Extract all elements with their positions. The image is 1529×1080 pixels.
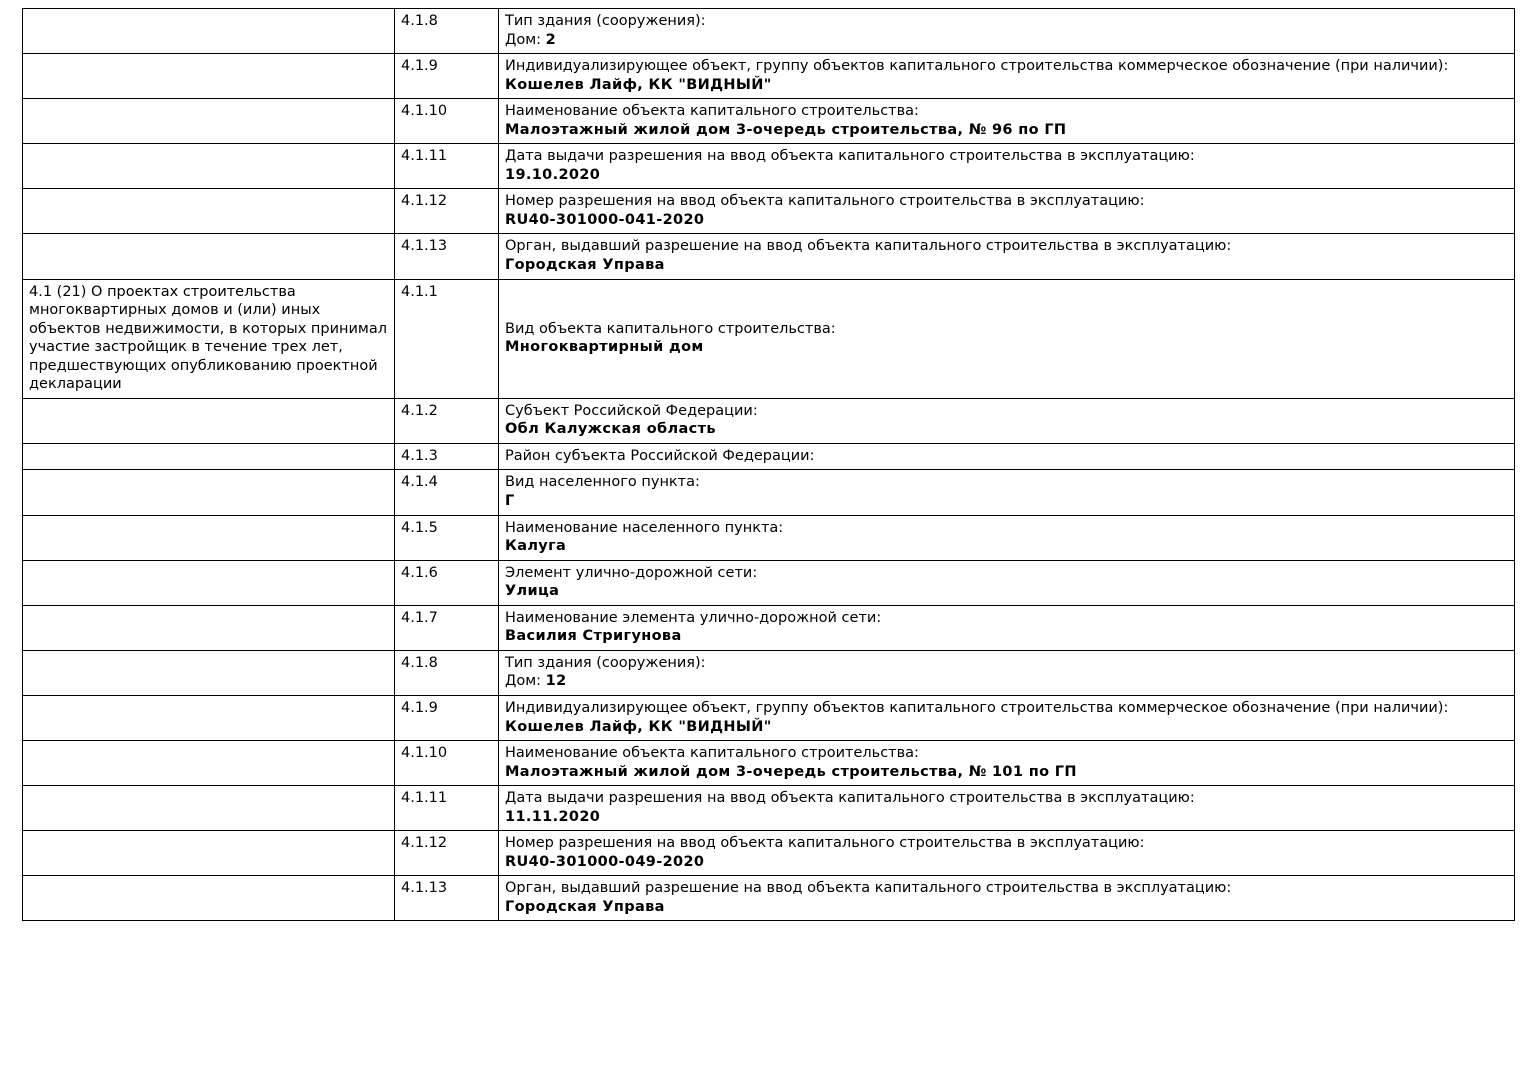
row-value: 2 <box>545 31 557 48</box>
row-code: 4.1.12 <box>395 189 499 234</box>
section-title-cell <box>23 786 395 831</box>
table-row <box>23 443 1515 470</box>
row-label: Номер разрешения на ввод объекта капитального строительства в эксплуатацию: <box>505 193 1145 210</box>
row-value: Малоэтажный жилой дом 3-очередь строительства, № 96 по ГП <box>505 121 1067 138</box>
table-row <box>23 515 1515 560</box>
row-code: 4.1.11 <box>395 786 499 831</box>
table-row <box>23 650 1515 695</box>
row-content <box>499 144 1515 189</box>
row-value: Кошелев Лайф, КК "ВИДНЫЙ" <box>505 718 772 735</box>
row-content <box>499 831 1515 876</box>
row-value: 11.11.2020 <box>505 808 601 825</box>
row-label: Субъект Российской Федерации: <box>505 402 758 419</box>
table-row <box>23 398 1515 443</box>
table-row <box>23 234 1515 279</box>
row-value: Многоквартирный дом <box>505 339 704 356</box>
table-row <box>23 786 1515 831</box>
row-content <box>499 9 1515 54</box>
row-code: 4.1.10 <box>395 99 499 144</box>
section-title-cell <box>23 443 395 470</box>
row-code: 4.1.12 <box>395 831 499 876</box>
section-title-cell <box>23 741 395 786</box>
table-row <box>23 695 1515 740</box>
section-title-cell <box>23 560 395 605</box>
table-row <box>23 876 1515 921</box>
row-label: Дата выдачи разрешения на ввод объекта капитального строительства в эксплуатацию: <box>505 148 1195 165</box>
row-content <box>499 515 1515 560</box>
row-label: Орган, выдавший разрешение на ввод объекта капитального строительства в эксплуатацию: <box>505 880 1232 897</box>
row-content <box>499 741 1515 786</box>
table-row <box>23 54 1515 99</box>
row-label: Наименование населенного пункта: <box>505 519 784 536</box>
row-content <box>499 99 1515 144</box>
house-prefix: Дом: <box>505 31 542 48</box>
row-label: Орган, выдавший разрешение на ввод объекта капитального строительства в эксплуатацию: <box>505 238 1232 255</box>
section-title-cell <box>23 470 395 515</box>
row-value: Улица <box>505 583 560 600</box>
section-title-cell <box>23 99 395 144</box>
section-title-cell <box>23 9 395 54</box>
row-code: 4.1.8 <box>395 9 499 54</box>
row-content <box>499 54 1515 99</box>
row-label: Тип здания (сооружения): <box>505 13 706 29</box>
section-title-cell <box>23 650 395 695</box>
house-line <box>505 31 1509 50</box>
table-row <box>23 279 1515 398</box>
table-row <box>23 144 1515 189</box>
section-title-cell <box>23 54 395 99</box>
row-code: 4.1.13 <box>395 876 499 921</box>
row-value: Городская Управа <box>505 898 665 915</box>
row-content <box>499 443 1515 470</box>
row-code: 4.1.7 <box>395 605 499 650</box>
section-title-cell <box>23 695 395 740</box>
section-title-cell <box>23 605 395 650</box>
table-row <box>23 189 1515 234</box>
table-row <box>23 99 1515 144</box>
row-content <box>499 398 1515 443</box>
row-content <box>499 695 1515 740</box>
row-value: RU40-301000-041-2020 <box>505 211 705 228</box>
table-body <box>23 9 1515 921</box>
house-prefix: Дом: <box>505 673 542 690</box>
row-content <box>499 786 1515 831</box>
row-value: Обл Калужская область <box>505 421 716 438</box>
table-row <box>23 741 1515 786</box>
row-label: Наименование объекта капитального строительства: <box>505 103 919 120</box>
row-content <box>499 279 1515 398</box>
row-content <box>499 189 1515 234</box>
row-label: Дата выдачи разрешения на ввод объекта капитального строительства в эксплуатацию: <box>505 790 1195 807</box>
row-code: 4.1.2 <box>395 398 499 443</box>
row-content <box>499 234 1515 279</box>
row-code: 4.1.11 <box>395 144 499 189</box>
row-code: 4.1.6 <box>395 560 499 605</box>
section-title-cell <box>23 515 395 560</box>
row-code: 4.1.13 <box>395 234 499 279</box>
row-value: 19.10.2020 <box>505 166 601 183</box>
row-value: Г <box>505 493 515 510</box>
table-row <box>23 470 1515 515</box>
row-code: 4.1.5 <box>395 515 499 560</box>
section-title-cell <box>23 234 395 279</box>
section-title-cell <box>23 144 395 189</box>
row-content <box>499 560 1515 605</box>
house-line <box>505 672 1509 691</box>
row-code: 4.1.1 <box>395 279 499 398</box>
row-label: Вид населенного пункта: <box>505 474 700 491</box>
row-value: Калуга <box>505 538 567 555</box>
row-code: 4.1.8 <box>395 650 499 695</box>
row-label: Наименование элемента улично-дорожной сети: <box>505 609 882 626</box>
table-row <box>23 605 1515 650</box>
section-title-cell <box>23 189 395 234</box>
row-value: RU40-301000-049-2020 <box>505 853 705 870</box>
row-content <box>499 650 1515 695</box>
row-value: Василия Стригунова <box>505 628 682 645</box>
row-value: Малоэтажный жилой дом 3-очередь строительства, № 101 по ГП <box>505 763 1077 780</box>
section-title-cell: 4.1 (21) О проектах строительства многоквартирных домов и (или) иных объектов недвижимости, в которых принимал участие застройщик в течение трех лет, предшествующих опубликованию проектной декларации <box>23 279 395 398</box>
row-label: Наименование объекта капитального строительства: <box>505 745 919 762</box>
row-content <box>499 470 1515 515</box>
table-row <box>23 9 1515 54</box>
row-code: 4.1.3 <box>395 443 499 470</box>
row-value: Городская Управа <box>505 257 665 274</box>
row-code: 4.1.9 <box>395 695 499 740</box>
row-value: 12 <box>545 673 567 690</box>
row-label: Индивидуализирующее объект, группу объектов капитального строительства коммерческое обозначение (при наличии): <box>505 58 1449 75</box>
table-row <box>23 560 1515 605</box>
row-label: Тип здания (сооружения): <box>505 654 706 671</box>
row-label: Вид объекта капитального строительства: <box>505 320 836 337</box>
row-label: Район субъекта Российской Федерации: <box>505 447 815 464</box>
row-content <box>499 876 1515 921</box>
row-label: Элемент улично-дорожной сети: <box>505 564 758 581</box>
row-content <box>499 605 1515 650</box>
row-code: 4.1.9 <box>395 54 499 99</box>
row-value: Кошелев Лайф, КК "ВИДНЫЙ" <box>505 76 772 93</box>
row-code: 4.1.4 <box>395 470 499 515</box>
section-title-cell <box>23 398 395 443</box>
row-label: Индивидуализирующее объект, группу объектов капитального строительства коммерческое обозначение (при наличии): <box>505 699 1449 716</box>
table-row <box>23 831 1515 876</box>
row-code: 4.1.10 <box>395 741 499 786</box>
section-title-cell <box>23 876 395 921</box>
row-label: Номер разрешения на ввод объекта капитального строительства в эксплуатацию: <box>505 835 1145 852</box>
section-title-cell <box>23 831 395 876</box>
project-declaration-table <box>22 8 1515 921</box>
